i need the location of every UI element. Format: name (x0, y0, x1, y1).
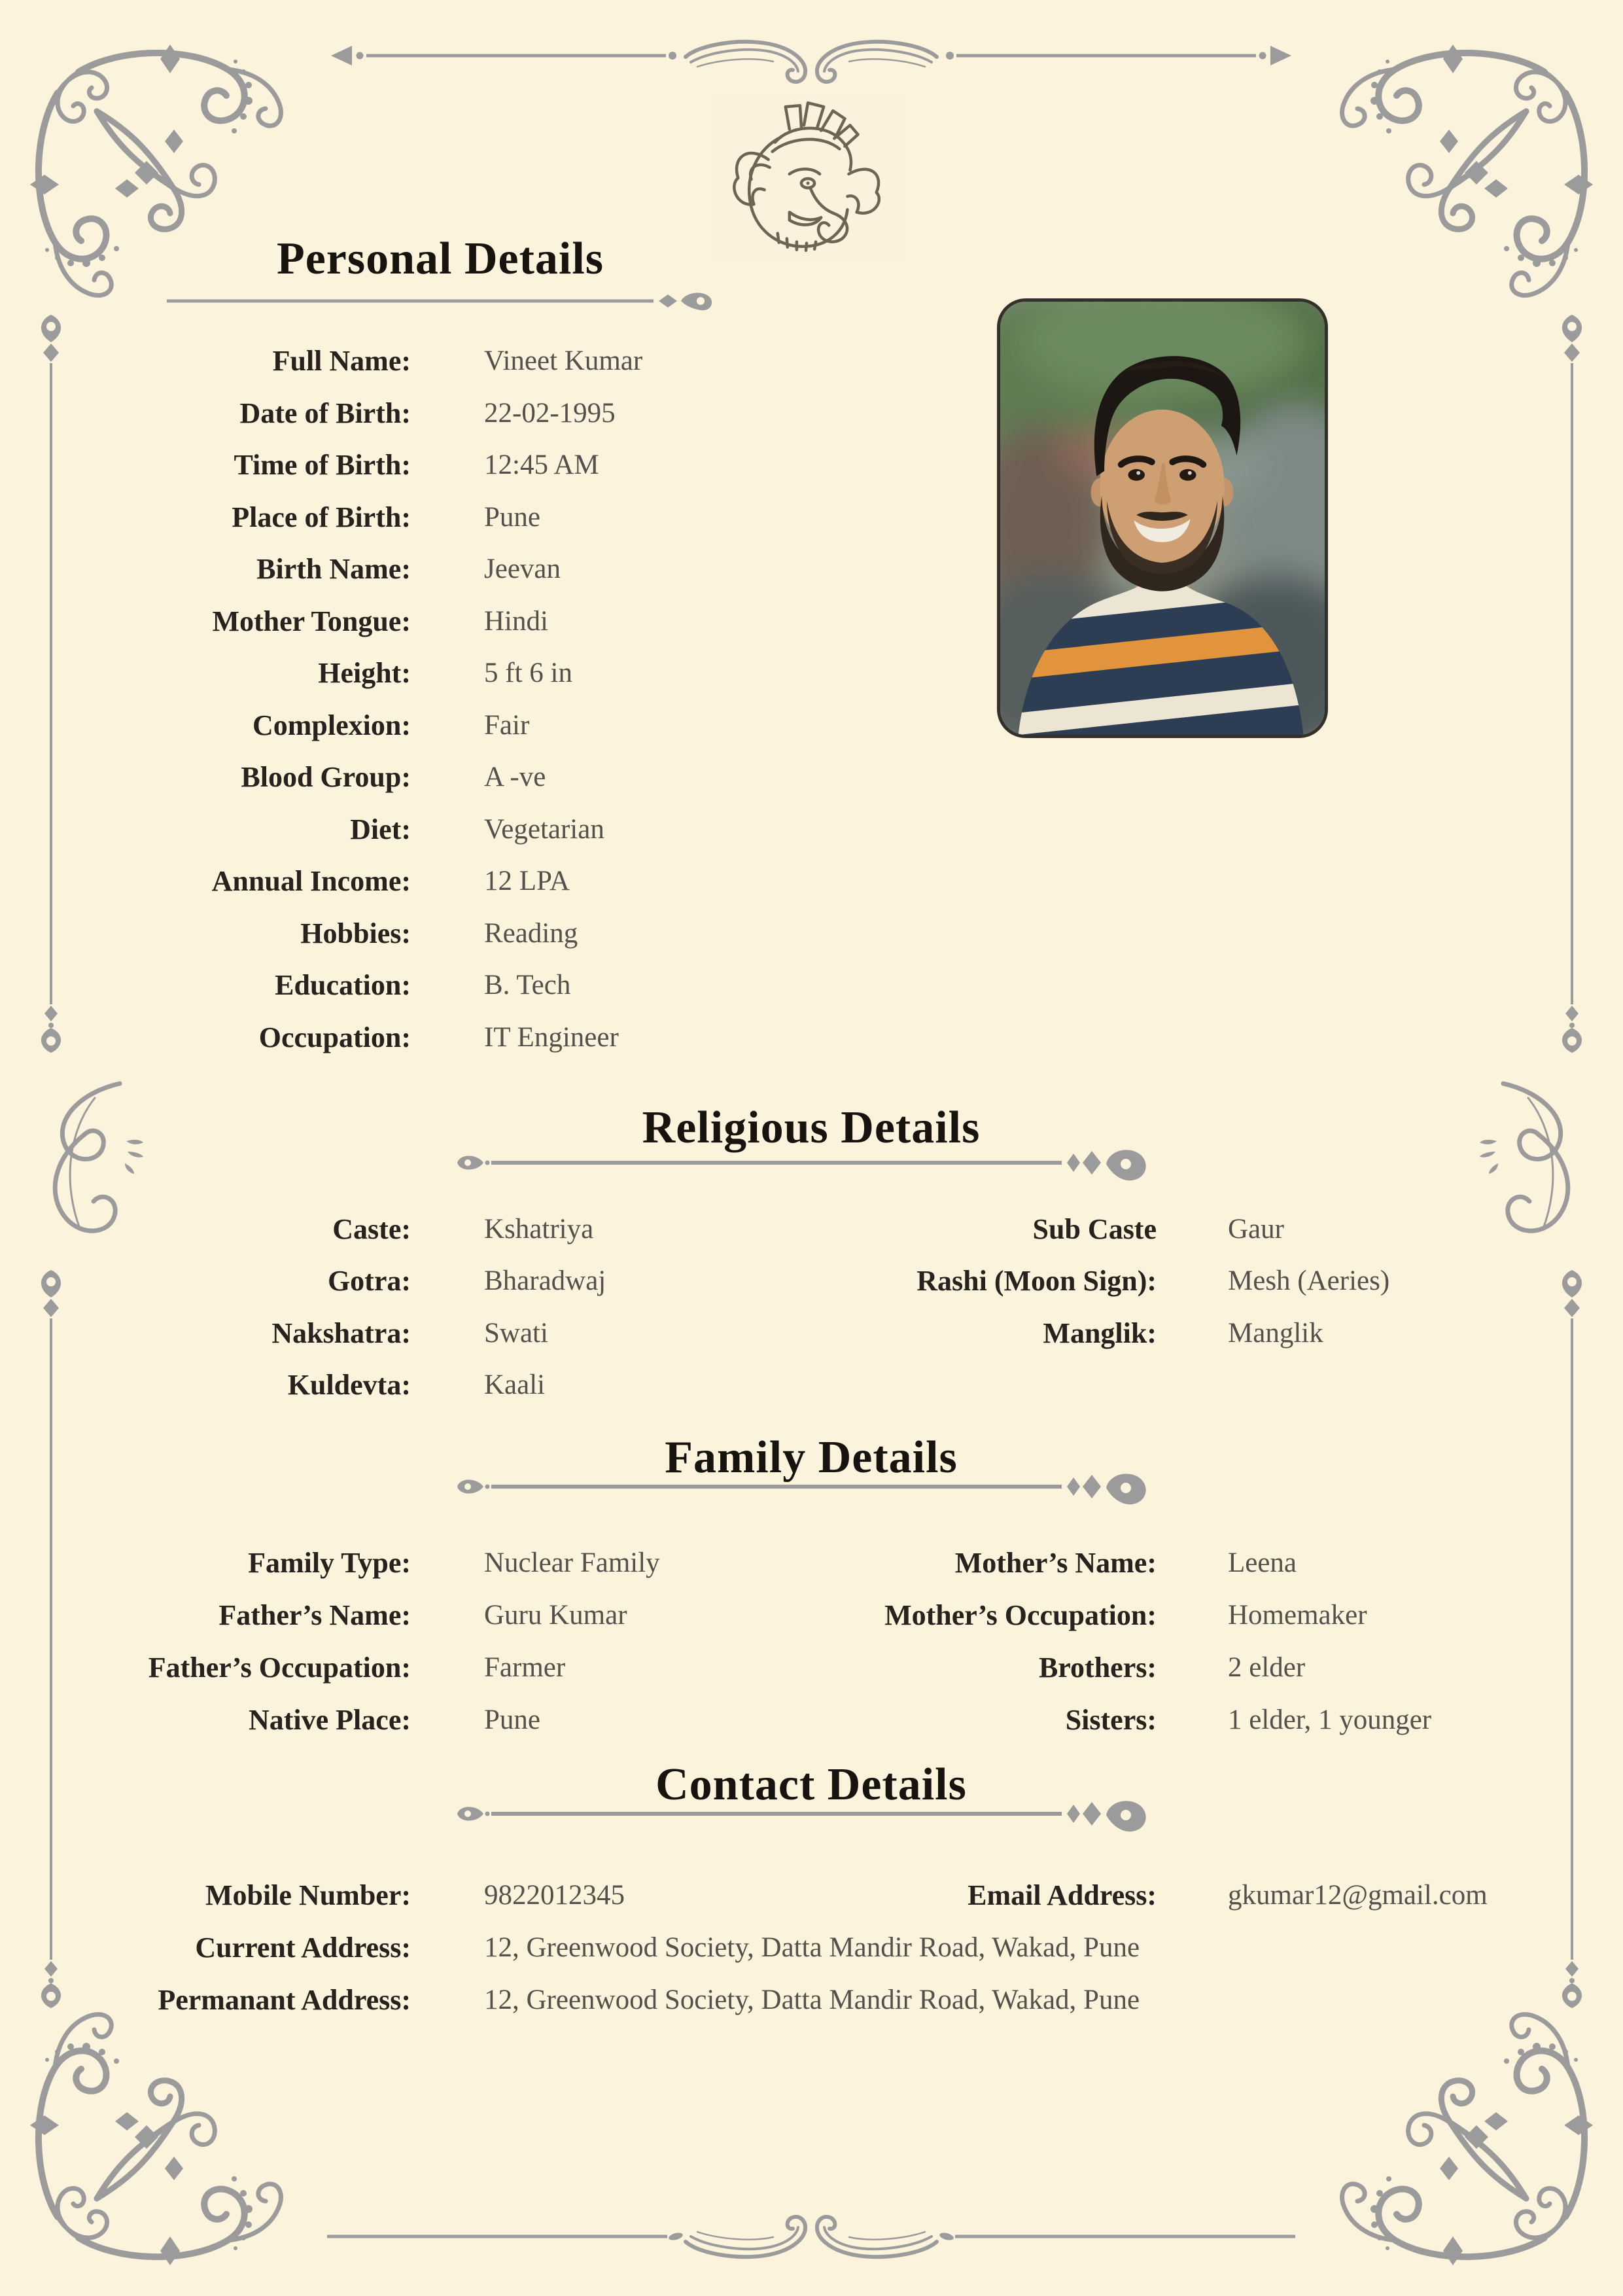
field-row-education (0, 966, 1623, 1004)
top-border-ornament-icon (327, 29, 1295, 95)
field-label: Occupation: (258, 1021, 411, 1053)
field-row-sisters (0, 1701, 1623, 1739)
field-label: Hobbies: (300, 917, 411, 949)
field-value: Pune (484, 1704, 540, 1735)
field-value: Fair (484, 710, 530, 741)
family-details-title: Family Details (665, 1432, 958, 1483)
field-label: Mother’s Occupation: (884, 1599, 1157, 1631)
field-value: 12 LPA (484, 866, 570, 896)
field-value: 9822012345 (484, 1880, 625, 1911)
ganesha-icon (712, 96, 903, 262)
field-value: Swati (484, 1318, 548, 1349)
field-value: 12, Greenwood Society, Datta Mandir Road, Wakad, Pune (484, 1932, 1140, 1963)
field-value: Pune (484, 502, 540, 533)
field-row-permanant-address (0, 1981, 1623, 2019)
field-row-occupation (0, 1019, 1623, 1057)
personal-details-title: Personal Details (276, 234, 604, 284)
field-value: 12, Greenwood Society, Datta Mandir Road, Wakad, Pune (484, 1985, 1140, 2015)
field-row-kuldevta (0, 1366, 1623, 1404)
field-label: Father’s Occupation: (148, 1651, 411, 1684)
field-row-manglik (0, 1315, 1623, 1352)
field-label: Family Type: (248, 1547, 411, 1579)
field-row-sub-caste (0, 1210, 1623, 1248)
field-row-date-of-birth (0, 395, 1623, 433)
field-row-birth-name (0, 550, 1623, 588)
field-label: Diet: (350, 813, 411, 845)
field-value: Mesh (Aeries) (1228, 1265, 1390, 1296)
field-value: Guru Kumar (484, 1600, 627, 1631)
field-row-height (0, 654, 1623, 692)
field-label: Birth Name: (256, 553, 411, 585)
field-label: Date of Birth: (239, 397, 411, 429)
field-label: Time of Birth: (234, 449, 411, 481)
field-value: Vineet Kumar (484, 345, 643, 376)
field-label: Place of Birth: (232, 501, 411, 533)
bottom-border-ornament-icon (327, 2204, 1295, 2269)
field-row-blood-group (0, 758, 1623, 796)
field-value: Kshatriya (484, 1214, 594, 1245)
field-row-hobbies (0, 915, 1623, 953)
field-value: Reading (484, 918, 578, 949)
field-row-email-address (0, 1877, 1623, 1915)
field-value: IT Engineer (484, 1022, 619, 1053)
field-row-brothers (0, 1649, 1623, 1687)
field-value: 5 ft 6 in (484, 658, 572, 688)
field-value: 12:45 AM (484, 450, 599, 480)
field-value: gkumar12@gmail.com (1228, 1880, 1488, 1911)
corner-flourish-top-right-icon (1310, 33, 1605, 314)
field-label: Blood Group: (241, 761, 411, 793)
corner-flourish-bottom-right-icon (1310, 1996, 1605, 2277)
field-row-annual-income (0, 862, 1623, 900)
field-label: Mobile Number: (205, 1879, 411, 1911)
field-value: 1 elder, 1 younger (1228, 1704, 1432, 1735)
religious-section-divider (453, 1143, 1176, 1182)
field-label: Current Address: (195, 1932, 411, 1964)
field-row-mother-tongue (0, 603, 1623, 641)
ganesha-illustration (712, 96, 903, 262)
field-value: 22-02-1995 (484, 398, 616, 429)
field-value: 2 elder (1228, 1652, 1306, 1683)
family-section-divider (453, 1467, 1176, 1506)
field-label: Native Place: (249, 1704, 411, 1736)
contact-details-title: Contact Details (655, 1759, 967, 1810)
field-label: Sub Caste (1032, 1213, 1157, 1245)
field-label: Rashi (Moon Sign): (916, 1265, 1157, 1297)
field-label: Education: (275, 969, 411, 1001)
field-label: Email Address: (968, 1879, 1157, 1911)
personal-section-divider (167, 285, 716, 317)
field-label: Mother’s Name: (954, 1547, 1157, 1579)
corner-flourish-top-left-icon (18, 33, 313, 314)
field-label: Full Name: (272, 345, 411, 377)
field-value: Bharadwaj (484, 1265, 606, 1296)
field-value: B. Tech (484, 970, 571, 1000)
field-label: Annual Income: (211, 865, 411, 897)
field-label: Gotra: (327, 1265, 411, 1297)
field-value: Jeevan (484, 554, 561, 584)
field-row-full-name (0, 342, 1623, 380)
contact-section-divider (453, 1794, 1176, 1833)
field-row-rashi (0, 1262, 1623, 1300)
field-row-mothers-name (0, 1544, 1623, 1582)
field-row-place-of-birth (0, 499, 1623, 537)
field-value: Gaur (1228, 1214, 1284, 1245)
field-label: Brothers: (1038, 1651, 1157, 1684)
field-value: Leena (1228, 1547, 1297, 1578)
field-label: Manglik: (1043, 1317, 1157, 1349)
field-label: Height: (318, 657, 411, 689)
field-value: Manglik (1228, 1318, 1323, 1349)
corner-flourish-bottom-left-icon (18, 1996, 313, 2277)
field-label: Sisters: (1065, 1704, 1157, 1736)
field-value: Nuclear Family (484, 1547, 660, 1578)
field-row-current-address (0, 1929, 1623, 1967)
field-label: Permanant Address: (158, 1984, 411, 2016)
field-label: Kuldevta: (287, 1369, 411, 1401)
religious-details-title: Religious Details (642, 1103, 981, 1153)
field-value: Farmer (484, 1652, 566, 1683)
field-label: Mother Tongue: (212, 605, 411, 637)
field-row-diet (0, 811, 1623, 849)
field-row-time-of-birth (0, 446, 1623, 484)
field-value: Hindi (484, 606, 548, 637)
field-label: Father’s Name: (218, 1599, 411, 1631)
field-value: Kaali (484, 1369, 546, 1400)
field-label: Complexion: (253, 709, 411, 741)
field-value: A -ve (484, 762, 546, 792)
field-row-mothers-occupation (0, 1597, 1623, 1634)
field-label: Nakshatra: (271, 1317, 411, 1349)
field-label: Caste: (332, 1213, 411, 1245)
field-value: Homemaker (1228, 1600, 1367, 1631)
field-row-complexion (0, 707, 1623, 745)
field-value: Vegetarian (484, 814, 604, 845)
